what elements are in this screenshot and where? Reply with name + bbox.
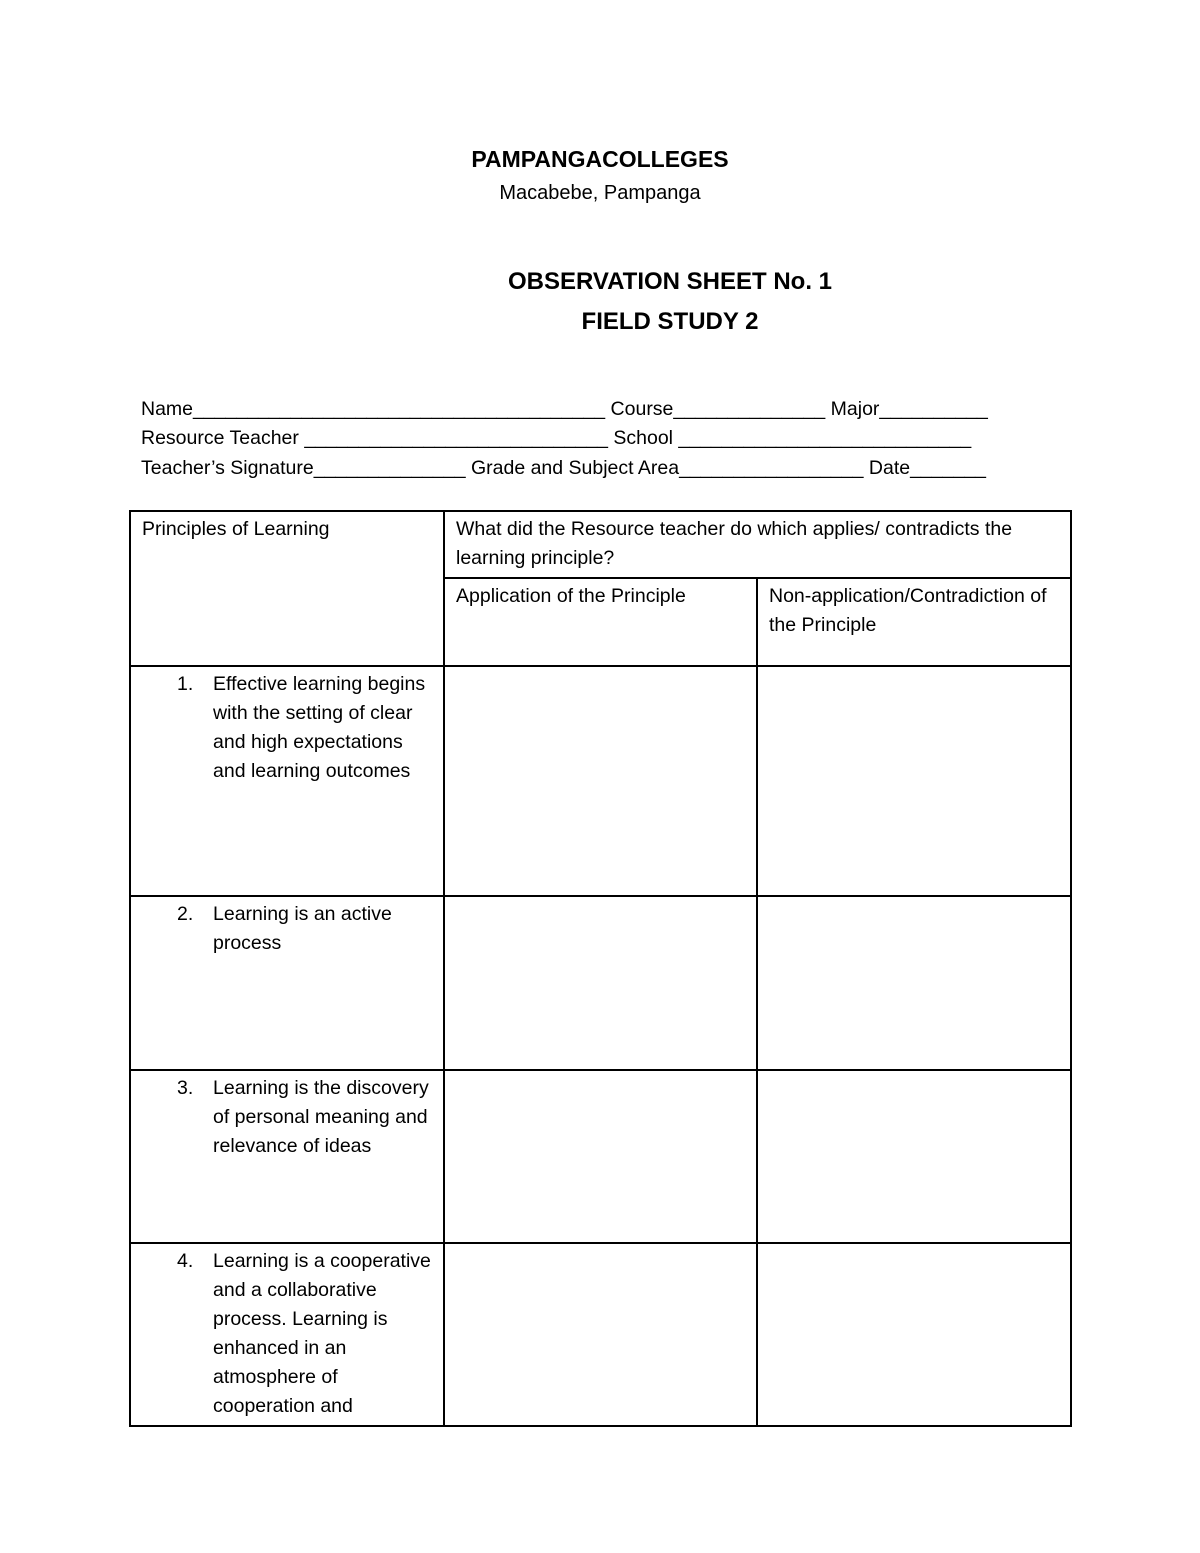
- principle-number: 1.: [177, 673, 194, 695]
- name-course-major-line: Name______________________________________ Course______________ Major__________: [141, 398, 988, 420]
- signature-grade-date-line: Teacher’s Signature______________ Grade and Subject Area_________________ Date_______: [141, 457, 986, 479]
- sheet-title: OBSERVATION SHEET No. 1: [507, 268, 833, 295]
- table-row: [130, 666, 1071, 896]
- table-row: [130, 1243, 1071, 1426]
- principle-text: Learning is an active process: [213, 903, 392, 954]
- principle-cell: [130, 1243, 444, 1426]
- principle-cell: [130, 666, 444, 896]
- application-cell[interactable]: [444, 666, 757, 896]
- principle-number: 4.: [177, 1250, 194, 1272]
- application-cell[interactable]: [444, 1243, 757, 1426]
- question-header: What did the Resource teacher do which applies/ contradicts the learning principle?: [444, 511, 1071, 578]
- principle-number: 2.: [177, 903, 194, 925]
- table-row: [130, 896, 1071, 1070]
- sheet-subtitle: FIELD STUDY 2: [581, 308, 759, 335]
- principle-text: Learning is a cooperative and a collaborative process. Learning is enhanced in an atmosphere of cooperation and: [213, 1250, 431, 1417]
- principles-header: Principles of Learning: [130, 511, 444, 666]
- principle-number: 3.: [177, 1077, 194, 1099]
- application-header: Application of the Principle: [444, 578, 757, 666]
- school-name: PAMPANGACOLLEGES: [471, 146, 729, 172]
- nonapplication-cell[interactable]: [757, 1070, 1071, 1243]
- nonapplication-cell[interactable]: [757, 896, 1071, 1070]
- principle-text: Learning is the discovery of personal meaning and relevance of ideas: [213, 1077, 429, 1157]
- application-cell[interactable]: [444, 1070, 757, 1243]
- resource-teacher-school-line: Resource Teacher ____________________________ School ___________________________: [141, 427, 972, 449]
- nonapplication-cell[interactable]: [757, 1243, 1071, 1426]
- principle-text: Effective learning begins with the setting of clear and high expectations and learning outcomes: [213, 673, 426, 782]
- application-cell[interactable]: [444, 896, 757, 1070]
- school-location: Macabebe, Pampanga: [499, 182, 701, 204]
- nonapplication-cell[interactable]: [757, 666, 1071, 896]
- nonapplication-header: Non-application/Contradiction of the Principle: [757, 578, 1071, 666]
- principle-cell: [130, 1070, 444, 1243]
- observation-table: [129, 510, 1072, 1427]
- principle-cell: [130, 896, 444, 1070]
- table-row: [130, 1070, 1071, 1243]
